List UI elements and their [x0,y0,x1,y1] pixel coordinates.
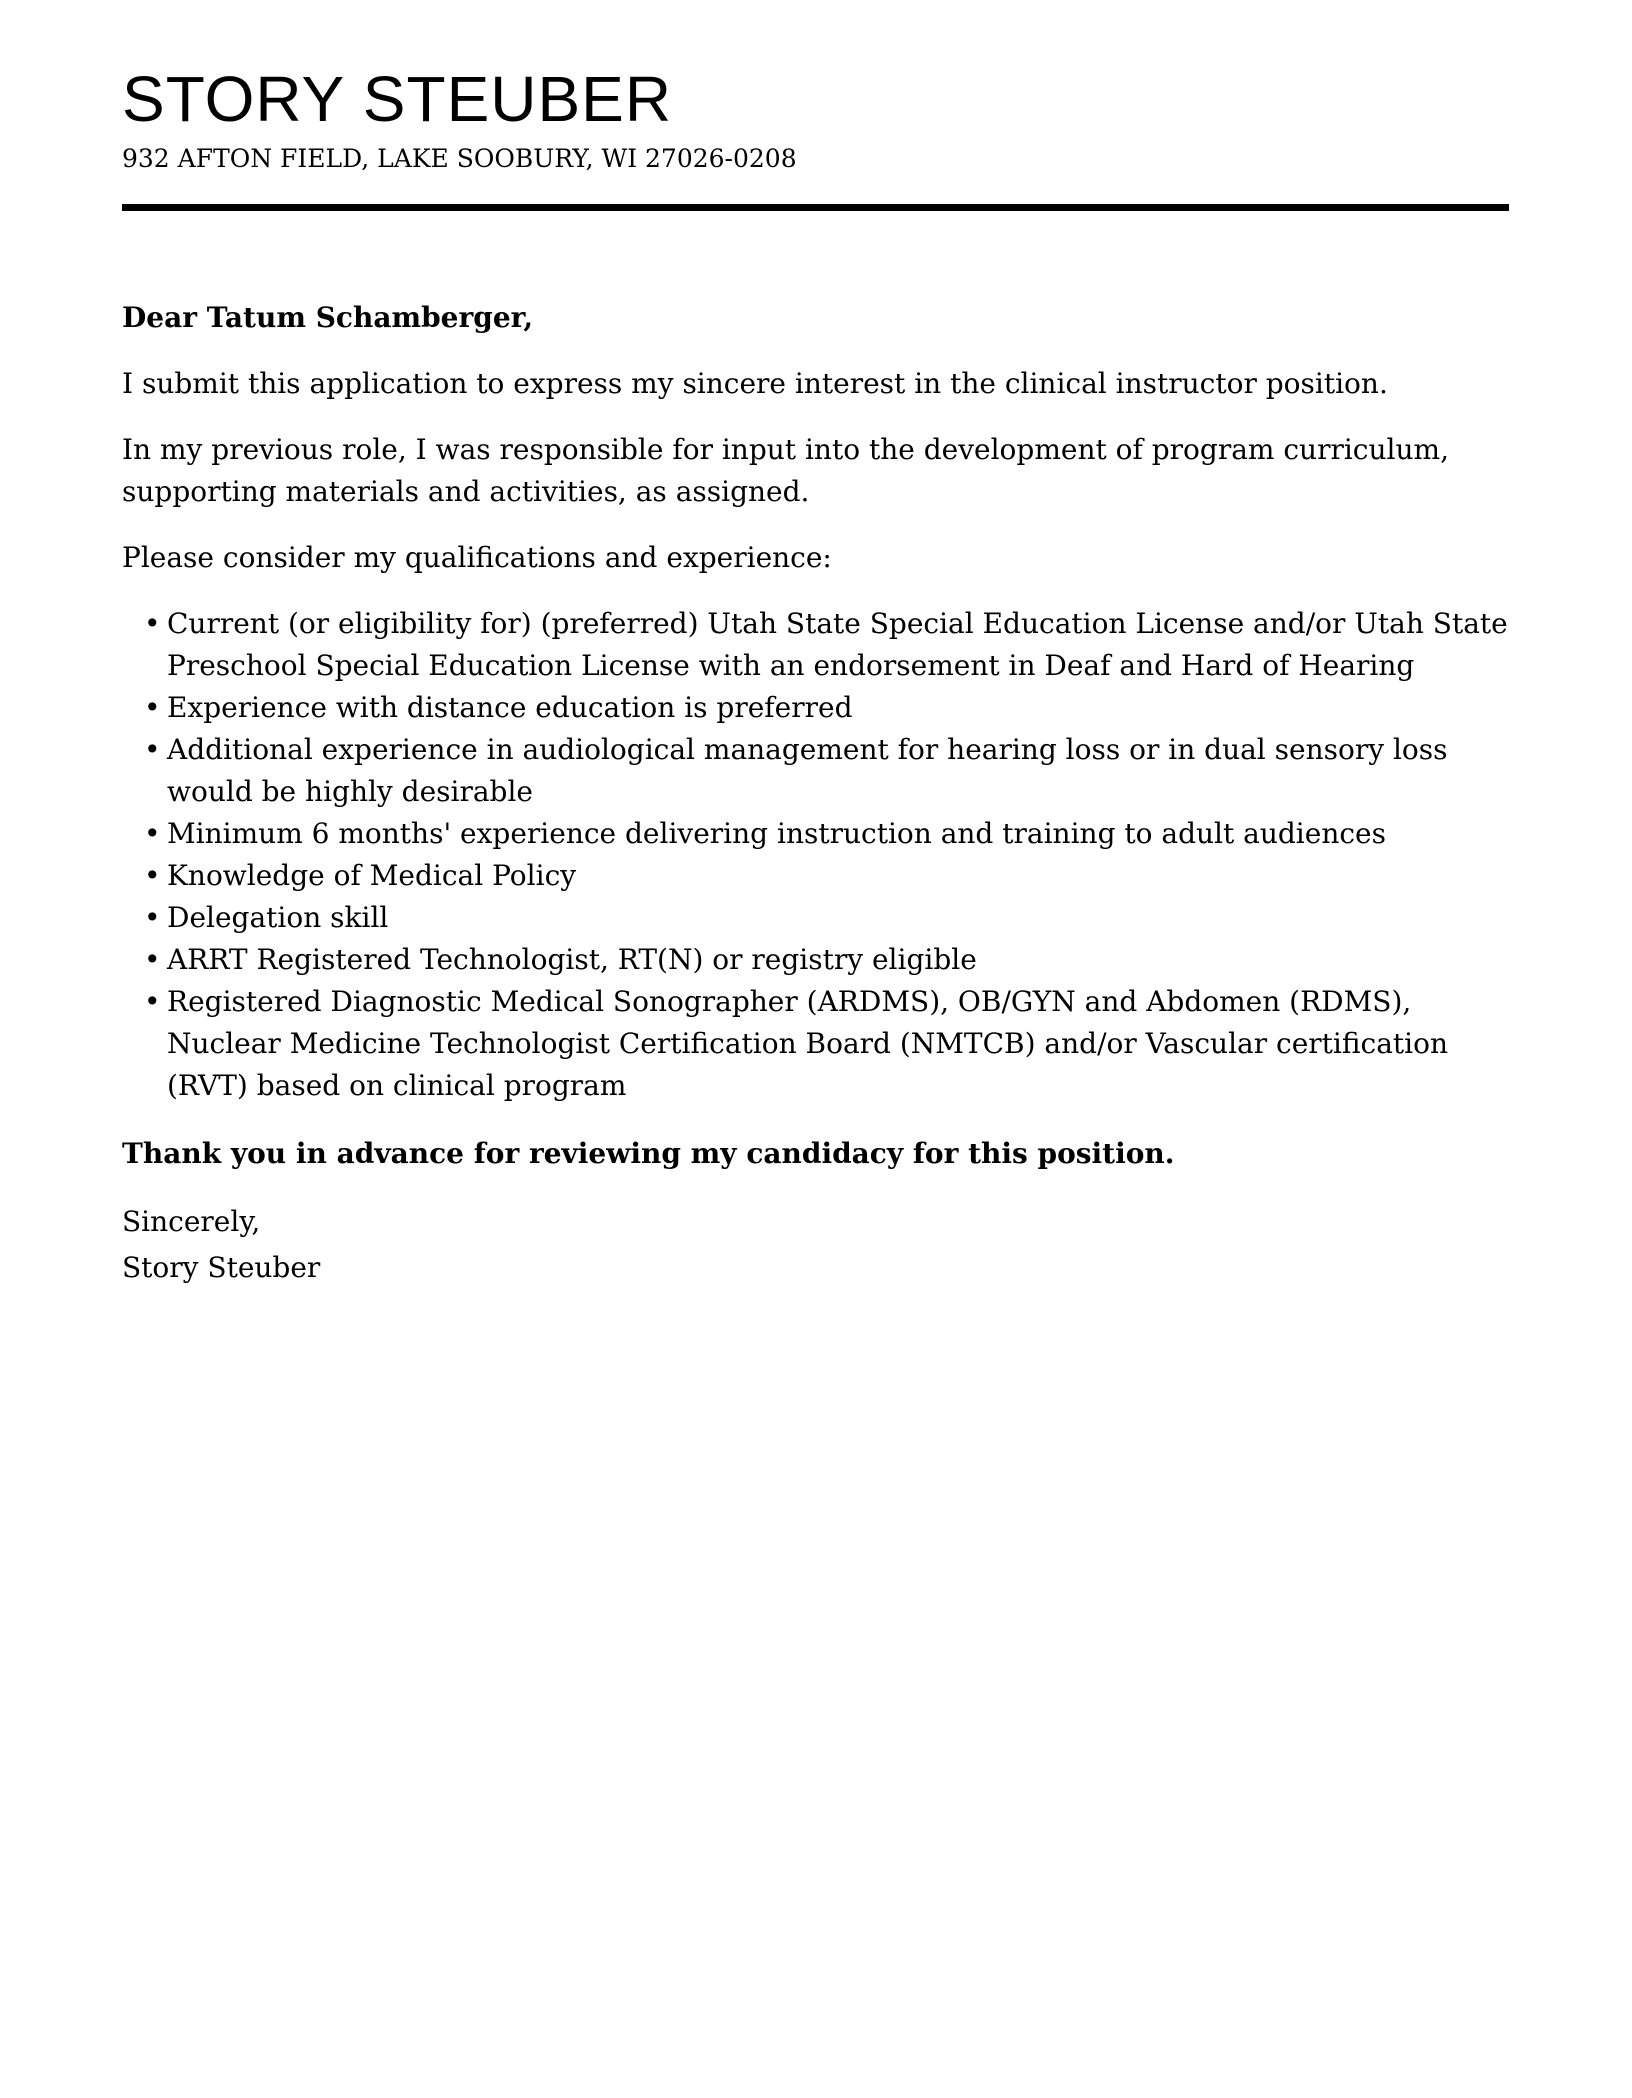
list-item: • ARRT Registered Technologist, RT(N) or registry eligible [122,939,1509,981]
qualifications-lead-in: Please consider my qualifications and experience: [122,541,832,574]
applicant-name: STORY STEUBER [122,63,673,135]
intro-paragraph: I submit this application to express my sincere interest in the clinical instructor position. [122,367,1388,400]
closing-emphasis: Thank you in advance for reviewing my candidacy for this position. [122,1137,1175,1170]
list-item: • Experience with distance education is preferred [122,687,1509,729]
signature-name: Story Steuber [122,1251,321,1284]
list-item: • Current (or eligibility for) (preferred) Utah State Special Education License and/or Utah State Preschool Special Education License with an endorsement in Deaf and Hard of Hearing [122,603,1509,687]
list-item: • Delegation skill [122,897,1509,939]
signoff: Sincerely, [122,1205,261,1238]
list-item: • Knowledge of Medical Policy [122,855,1509,897]
letter-header [122,0,1509,211]
list-item: • Registered Diagnostic Medical Sonographer (ARDMS), OB/GYN and Abdomen (RDMS), Nuclear Medicine Technologist Certification Board (NMTCB) and/or Vascular certification (RVT) based on clinical program [122,981,1509,1107]
header-divider [122,204,1509,211]
letter-body [122,297,1509,1291]
signature-block [122,1199,1509,1291]
previous-role-paragraph: In my previous role, I was responsible for input into the development of program curriculum, supporting materials and activities, as assigned. [122,433,1449,508]
list-item: • Additional experience in audiological management for hearing loss or in dual sensory loss would be highly desirable [122,729,1509,813]
greeting: Dear Tatum Schamberger, [122,301,534,334]
list-item: • Minimum 6 months' experience delivering instruction and training to adult audiences [122,813,1509,855]
qualifications-list [122,603,1509,1107]
applicant-address: 932 AFTON FIELD, LAKE SOOBURY, WI 27026-0208 [122,144,797,173]
